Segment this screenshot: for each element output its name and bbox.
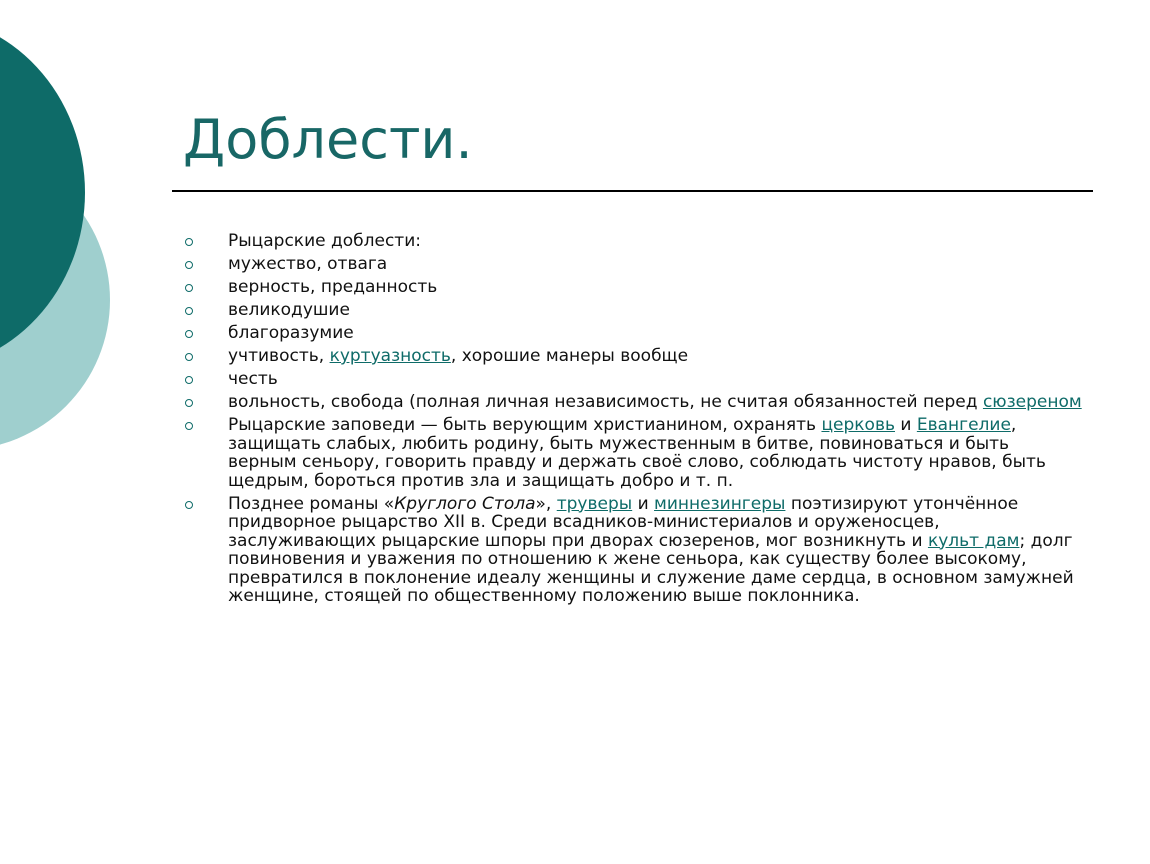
bullet-text: благоразумие bbox=[228, 323, 354, 343]
bullet-text: Рыцарские доблести: bbox=[228, 231, 421, 251]
bullet-list bbox=[183, 232, 1083, 610]
circle-bullet-icon bbox=[185, 330, 193, 338]
bullet-text: Позднее романы « bbox=[228, 493, 395, 514]
circle-bullet-icon bbox=[185, 307, 193, 315]
circle-bullet-icon bbox=[185, 501, 193, 509]
bullet-text: поэтизируют утончённое придворное рыцарство XII в. Среди всадников-министериалов и оруженосцев, заслуживающих рыцарские шпоры при дворах сюзеренов, мог возникнуть и bbox=[228, 493, 1019, 551]
list-item bbox=[183, 232, 1083, 251]
link-evangelie[interactable]: Евангелие bbox=[916, 415, 1011, 435]
bullet-text: учтивость, bbox=[228, 346, 330, 366]
bullet-text: вольность, свобода (полная личная независимость, не считая обязанностей перед bbox=[228, 392, 983, 412]
list-item bbox=[183, 347, 1083, 366]
bullet-text: верность, преданность bbox=[228, 277, 438, 297]
bullet-text: честь bbox=[228, 369, 278, 389]
link-kult-dam[interactable]: культ дам bbox=[927, 530, 1020, 551]
list-item bbox=[183, 278, 1083, 297]
link-syuzeren[interactable]: сюзереном bbox=[982, 392, 1082, 412]
link-truvery[interactable]: труверы bbox=[556, 493, 633, 514]
circle-bullet-icon bbox=[185, 376, 193, 384]
bullet-text: Рыцарские заповеди — быть верующим христианином, охранять bbox=[228, 415, 822, 435]
circle-bullet-icon bbox=[185, 399, 193, 407]
list-item bbox=[183, 324, 1083, 343]
link-kurtuaznost[interactable]: куртуазность bbox=[329, 346, 451, 366]
list-item bbox=[183, 393, 1083, 412]
list-item bbox=[183, 301, 1083, 320]
bullet-text: », bbox=[535, 493, 557, 514]
list-item bbox=[183, 370, 1083, 389]
circle-bullet-icon bbox=[185, 284, 193, 292]
link-tserkov[interactable]: церковь bbox=[821, 415, 895, 435]
circle-bullet-icon bbox=[185, 353, 193, 361]
circle-bullet-icon bbox=[185, 238, 193, 246]
circle-bullet-icon bbox=[185, 422, 193, 430]
list-item bbox=[183, 416, 1083, 490]
bullet-text: , защищать слабых, любить родину, быть мужественным в битве, повиноваться и быть верным сеньору, говорить правду и держать своё слово, соблюдать чистоту нравов, быть щедрым, бороться против зла и защищать добро и т. п. bbox=[228, 415, 1046, 491]
bullet-text: и bbox=[895, 415, 917, 435]
bullet-text: великодушие bbox=[228, 300, 350, 320]
bullet-text: и bbox=[632, 493, 655, 514]
bullet-text: мужество, отвага bbox=[228, 254, 388, 274]
bullet-italic-text: Круглого Стола bbox=[394, 493, 536, 514]
link-minnezingery[interactable]: миннезингеры bbox=[654, 493, 786, 514]
list-item bbox=[183, 255, 1083, 274]
bullet-text: ; долг повиновения и уважения по отношению к жене сеньора, как существу более высокому, превратился в поклонение идеалу женщины и служение даме сердца, в основном замужней женщине, стоящей по общественному положению выше поклонника. bbox=[228, 530, 1074, 606]
bullet-text: , хорошие манеры вообще bbox=[450, 346, 689, 366]
slide-title: Доблести. bbox=[183, 108, 473, 171]
title-divider bbox=[172, 190, 1093, 192]
circle-bullet-icon bbox=[185, 261, 193, 269]
list-item bbox=[183, 495, 1083, 606]
